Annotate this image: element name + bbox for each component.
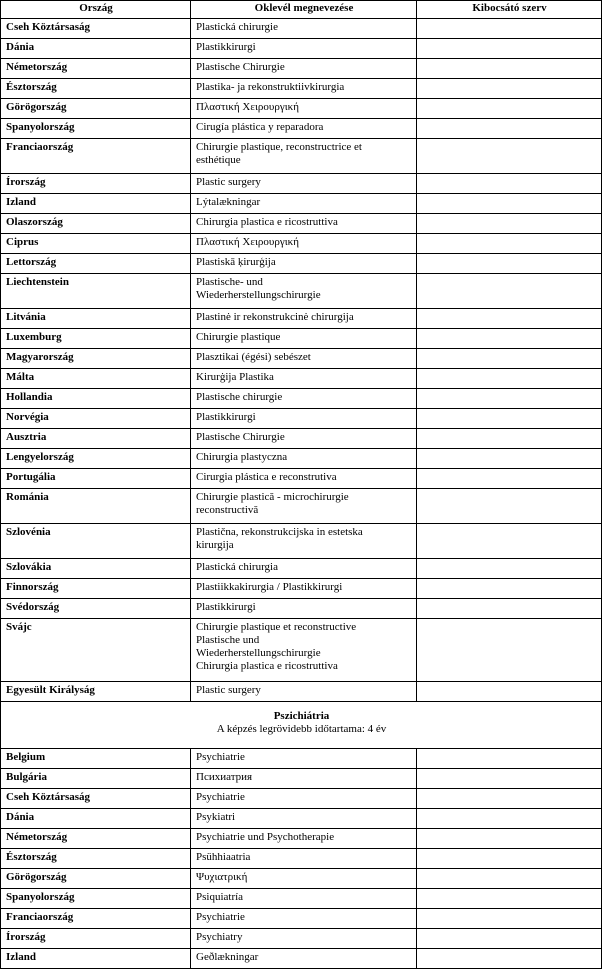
country-cell: Svédország: [1, 599, 191, 619]
section-header-row: [1, 702, 602, 749]
country-cell: Finnország: [1, 579, 191, 599]
table-row: [1, 139, 602, 174]
diploma-cell: Kirurġija Plastika: [191, 369, 417, 389]
issuer-cell: [417, 449, 602, 469]
diploma-cell: Πλαστική Χειρουργική: [191, 99, 417, 119]
country-cell: Spanyolország: [1, 889, 191, 909]
table-row: [1, 39, 602, 59]
table-row: [1, 599, 602, 619]
issuer-cell: [417, 789, 602, 809]
issuer-cell: [417, 254, 602, 274]
table-row: [1, 409, 602, 429]
country-cell: Cseh Köztársaság: [1, 19, 191, 39]
country-cell: Luxemburg: [1, 329, 191, 349]
issuer-cell: [417, 889, 602, 909]
table-row: [1, 829, 602, 849]
country-cell: Ausztria: [1, 429, 191, 449]
issuer-cell: [417, 619, 602, 682]
header-row: [1, 1, 602, 19]
diploma-cell: Cirurgia plástica e reconstrutiva: [191, 469, 417, 489]
table-row: [1, 309, 602, 329]
diploma-cell: Psychiatrie: [191, 909, 417, 929]
diploma-cell: Plastiikkakirurgia / Plastikkirurgi: [191, 579, 417, 599]
country-cell: Svájc: [1, 619, 191, 682]
issuer-cell: [417, 234, 602, 254]
country-cell: Norvégia: [1, 409, 191, 429]
table-row: [1, 619, 602, 682]
country-cell: Észtország: [1, 79, 191, 99]
country-cell: Portugália: [1, 469, 191, 489]
table-row: [1, 682, 602, 702]
table-row: [1, 849, 602, 869]
issuer-cell: [417, 99, 602, 119]
issuer-cell: [417, 769, 602, 789]
diploma-cell: Plastische- und Wiederherstellungschirurgie: [191, 274, 417, 309]
diploma-cell: Plastikkirurgi: [191, 409, 417, 429]
issuer-cell: [417, 19, 602, 39]
issuer-cell: [417, 909, 602, 929]
section-header-cell: [1, 702, 602, 749]
issuer-cell: [417, 79, 602, 99]
issuer-cell: [417, 274, 602, 309]
issuer-cell: [417, 59, 602, 79]
table-row: [1, 349, 602, 369]
table-row: [1, 234, 602, 254]
issuer-cell: [417, 369, 602, 389]
issuer-cell: [417, 599, 602, 619]
issuer-cell: [417, 409, 602, 429]
country-cell: Lettország: [1, 254, 191, 274]
country-cell: Olaszország: [1, 214, 191, 234]
header-country: Ország: [1, 1, 191, 19]
issuer-cell: [417, 194, 602, 214]
country-cell: Lengyelország: [1, 449, 191, 469]
diploma-cell: Psychiatry: [191, 929, 417, 949]
country-cell: Szlovákia: [1, 559, 191, 579]
table-row: [1, 449, 602, 469]
table-row: [1, 909, 602, 929]
diploma-cell: Plasztikai (égési) sebészet: [191, 349, 417, 369]
diploma-cell: Chirurgie plastique et reconstructive Plastische und Wiederherstellungschirurgie Chirurgia plastica e ricostruttiva: [191, 619, 417, 682]
diploma-cell: Psychiatrie: [191, 789, 417, 809]
table-row: [1, 929, 602, 949]
diploma-cell: Plastiskā ķirurģija: [191, 254, 417, 274]
diploma-cell: Plastische Chirurgie: [191, 59, 417, 79]
issuer-cell: [417, 119, 602, 139]
table-row: [1, 194, 602, 214]
psychiatry-rows: [1, 749, 602, 969]
issuer-cell: [417, 682, 602, 702]
table-row: [1, 329, 602, 349]
issuer-cell: [417, 489, 602, 524]
diploma-cell: Chirurgie plastique, reconstructrice et esthétique: [191, 139, 417, 174]
issuer-cell: [417, 309, 602, 329]
country-cell: Németország: [1, 829, 191, 849]
country-cell: Izland: [1, 194, 191, 214]
diploma-cell: Πλαστική Χειρουργική: [191, 234, 417, 254]
issuer-cell: [417, 749, 602, 769]
diploma-cell: Psühhiaatria: [191, 849, 417, 869]
issuer-cell: [417, 809, 602, 829]
table-row: [1, 524, 602, 559]
country-cell: Görögország: [1, 99, 191, 119]
table-row: [1, 769, 602, 789]
diploma-cell: Plastic surgery: [191, 174, 417, 194]
issuer-cell: [417, 174, 602, 194]
diploma-cell: Psiquiatría: [191, 889, 417, 909]
country-cell: Magyarország: [1, 349, 191, 369]
country-cell: Spanyolország: [1, 119, 191, 139]
country-cell: Románia: [1, 489, 191, 524]
diploma-cell: Chirurgia plastica e ricostruttiva: [191, 214, 417, 234]
table-row: [1, 889, 602, 909]
table-row: [1, 869, 602, 889]
country-cell: Németország: [1, 59, 191, 79]
plastic-surgery-rows: [1, 19, 602, 702]
country-cell: Bulgária: [1, 769, 191, 789]
country-cell: Cseh Köztársaság: [1, 789, 191, 809]
issuer-cell: [417, 849, 602, 869]
header-issuer: Kibocsátó szerv: [417, 1, 602, 19]
diploma-cell: Психиатрия: [191, 769, 417, 789]
issuer-cell: [417, 429, 602, 449]
country-cell: Franciaország: [1, 139, 191, 174]
issuer-cell: [417, 579, 602, 599]
table-row: [1, 174, 602, 194]
country-cell: Izland: [1, 949, 191, 969]
country-cell: Szlovénia: [1, 524, 191, 559]
country-cell: Dánia: [1, 809, 191, 829]
header-diploma: Oklevél megnevezése: [191, 1, 417, 19]
country-cell: Liechtenstein: [1, 274, 191, 309]
diploma-cell: Plastická chirurgie: [191, 19, 417, 39]
diploma-cell: Psychiatrie: [191, 749, 417, 769]
table-row: [1, 749, 602, 769]
diploma-cell: Plastische chirurgie: [191, 389, 417, 409]
issuer-cell: [417, 829, 602, 849]
diploma-cell: Chirurgie plastique: [191, 329, 417, 349]
diploma-cell: Chirurgie plastică - microchirurgie reconstructivă: [191, 489, 417, 524]
issuer-cell: [417, 929, 602, 949]
diploma-cell: Geðlækningar: [191, 949, 417, 969]
diploma-cell: Plastikkirurgi: [191, 599, 417, 619]
issuer-cell: [417, 389, 602, 409]
table-row: [1, 254, 602, 274]
country-cell: Görögország: [1, 869, 191, 889]
issuer-cell: [417, 139, 602, 174]
diploma-cell: Psychiatrie und Psychotherapie: [191, 829, 417, 849]
diploma-cell: Plastikkirurgi: [191, 39, 417, 59]
country-cell: Egyesült Királyság: [1, 682, 191, 702]
country-cell: Észtország: [1, 849, 191, 869]
country-cell: Hollandia: [1, 389, 191, 409]
country-cell: Ciprus: [1, 234, 191, 254]
table-row: [1, 214, 602, 234]
country-cell: Írország: [1, 929, 191, 949]
table-row: [1, 429, 602, 449]
table-row: [1, 949, 602, 969]
issuer-cell: [417, 39, 602, 59]
issuer-cell: [417, 214, 602, 234]
country-cell: Litvánia: [1, 309, 191, 329]
diploma-cell: Plastische Chirurgie: [191, 429, 417, 449]
diploma-cell: Lýtalækningar: [191, 194, 417, 214]
country-cell: Belgium: [1, 749, 191, 769]
table-row: [1, 119, 602, 139]
table-row: [1, 99, 602, 119]
issuer-cell: [417, 524, 602, 559]
issuer-cell: [417, 469, 602, 489]
issuer-cell: [417, 949, 602, 969]
diploma-cell: Plastická chirurgia: [191, 559, 417, 579]
country-cell: Dánia: [1, 39, 191, 59]
country-cell: Franciaország: [1, 909, 191, 929]
section-title: Pszichiátria: [273, 710, 330, 722]
issuer-cell: [417, 329, 602, 349]
table-row: [1, 79, 602, 99]
diploma-cell: Plastic surgery: [191, 682, 417, 702]
issuer-cell: [417, 349, 602, 369]
diploma-cell: Plastična, rekonstrukcijska in estetska kirurgija: [191, 524, 417, 559]
table-row: [1, 19, 602, 39]
table-row: [1, 789, 602, 809]
psychiatry-section: [1, 702, 602, 749]
table-row: [1, 489, 602, 524]
table-row: [1, 469, 602, 489]
diploma-cell: Plastinė ir rekonstrukcinė chirurgija: [191, 309, 417, 329]
country-cell: Írország: [1, 174, 191, 194]
diploma-cell: Cirugía plástica y reparadora: [191, 119, 417, 139]
table-row: [1, 559, 602, 579]
issuer-cell: [417, 869, 602, 889]
table-row: [1, 809, 602, 829]
table-row: [1, 389, 602, 409]
table-row: [1, 274, 602, 309]
diploma-cell: Psykiatri: [191, 809, 417, 829]
section-subtitle: A képzés legrövidebb időtartama: 4 év: [216, 723, 387, 735]
table-row: [1, 579, 602, 599]
diploma-cell: Ψυχιατρική: [191, 869, 417, 889]
table-row: [1, 59, 602, 79]
country-cell: Málta: [1, 369, 191, 389]
table-row: [1, 369, 602, 389]
diploma-cell: Chirurgia plastyczna: [191, 449, 417, 469]
issuer-cell: [417, 559, 602, 579]
diploma-cell: Plastika- ja rekonstruktiivkirurgia: [191, 79, 417, 99]
